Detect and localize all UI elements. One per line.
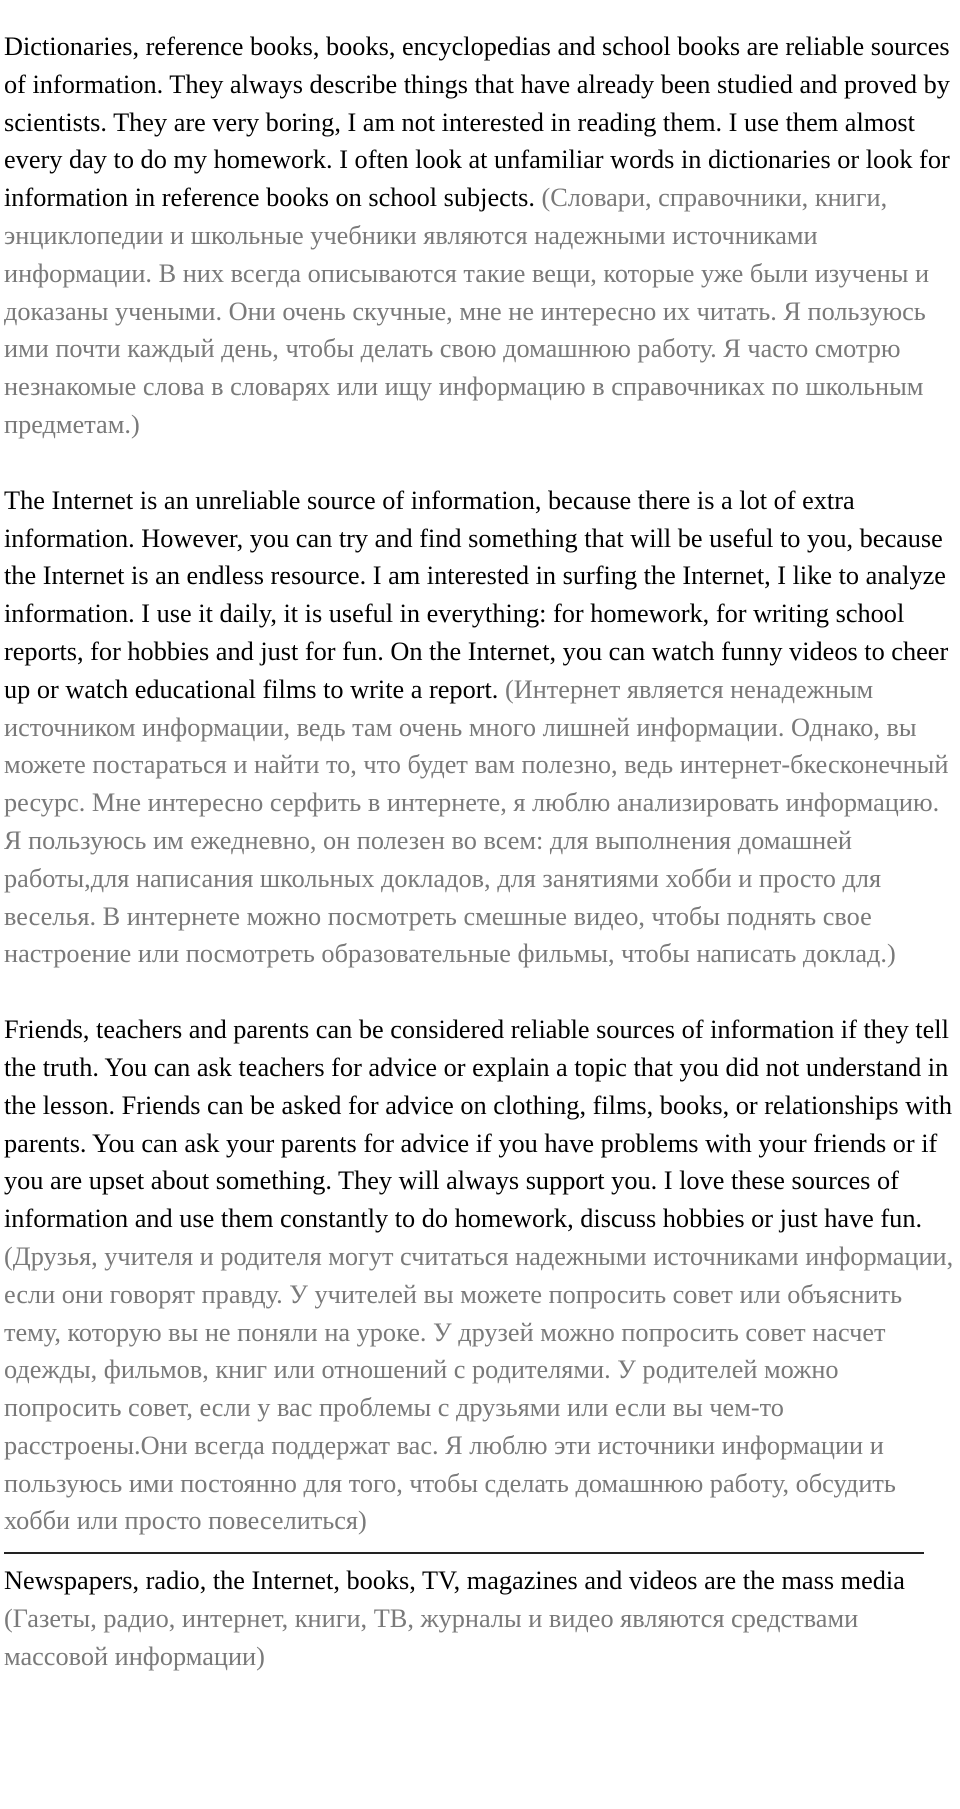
russian-translation: (Словари, справочники, книги, энциклопедии и школьные учебники являются надежными источниками информации. В них всегда описываются такие вещи, которые уже были изучены и доказаны учеными. Они очень скучные, мне не интересно их читать. Я пользуюсь ими почти каждый день, чтобы делать свою домашнюю работу. Я часто смотрю незнакомые слова в словарях или ищу информацию в справочниках по школьным предметам.) [4, 183, 930, 439]
paragraph-reference-books [4, 28, 956, 444]
english-text: Friends, teachers and parents can be considered reliable sources of information if they tell the truth. You can ask teachers for advice or explain a topic that you did not understand in the lesson. Friends can be asked for advice on clothing, films, books, or relationships with parents. You can ask your parents for advice if you have problems with your friends or if you are upset about something. They will always support you. I love these sources of information and use them constantly to do homework, discuss hobbies or just have fun. [4, 1015, 952, 1234]
paragraph-people [4, 1011, 956, 1540]
paragraph-spacer [4, 444, 956, 482]
english-text: Newspapers, radio, the Internet, books, TV, magazines and videos are the mass media [4, 1566, 905, 1596]
horizontal-divider [4, 1552, 924, 1554]
russian-translation: (Друзья, учителя и родителя могут считаться надежными источниками информации, если они говорят правду. У учителей вы можете попросить совет или объяснить тему, которую вы не поняли на уроке. У друзей можно попросить совет насчет одежды, фильмов, книг или отношений с родителями. У родителей можно попросить совет, если у вас проблемы с друзьями или если вы чем-то расстроены.Они всегда поддержат вас. Я люблю эти источники информации и пользуюсь ими постоянно для того, чтобы сделать домашнюю работу, обсудить хобби или просто повеселиться) [4, 1241, 954, 1536]
paragraph-spacer [4, 973, 956, 1011]
paragraph-mass-media [4, 1562, 956, 1675]
russian-translation: (Газеты, радио, интернет, книги, ТВ, журналы и видео являются средствами массовой информации) [4, 1604, 859, 1671]
english-text: Dictionaries, reference books, books, encyclopedias and school books are reliable sources of information. They always describe things that have already been studied and proved by scientists. They are very boring, I am not interested in reading them. I use them almost every day to do my homework. I often look at unfamiliar words in dictionaries or look for information in reference books on school subjects. [4, 32, 950, 213]
english-text: The Internet is an unreliable source of information, because there is a lot of extra information. However, you can try and find something that will be useful to you, because the Internet is an endless resource. I am interested in surfing the Internet, I like to analyze information. I use it daily, it is useful in everything: for homework, for writing school reports, for hobbies and just for fun. On the Internet, you can watch funny videos to cheer up or watch educational films to write a report. [4, 485, 949, 704]
document-page [4, 28, 956, 1676]
paragraph-internet [4, 482, 956, 973]
russian-translation: (Интернет является ненадежным источником информации, ведь там очень много лишней информации. Однако, вы можете постараться и найти то, что будет вам полезно, ведь интернет-бкесконечный ресурс. Мне интересно серфить в интернете, я люблю анализировать информацию. Я пользуюсь им ежедневно, он полезен во всем: для выполнения домашней работы,для написания школьных докладов, для занятиями хобби и просто для веселья. В интернете можно посмотреть смешные видео, чтобы поднять свое настроение или посмотреть образовательные фильмы, чтобы написать доклад.) [4, 674, 949, 969]
